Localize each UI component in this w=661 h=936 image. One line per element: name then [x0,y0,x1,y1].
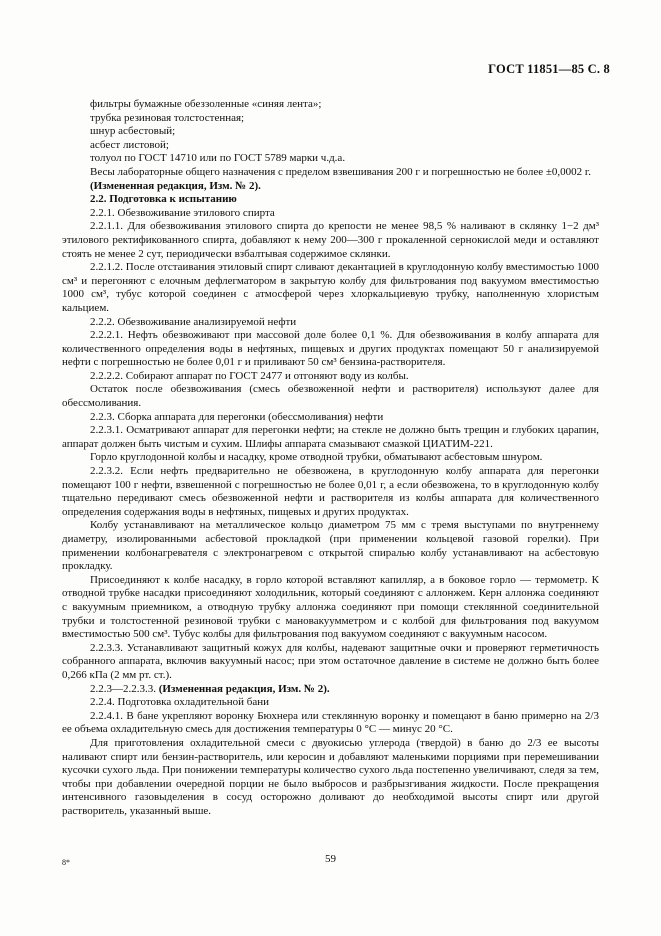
paragraph: 2.2.3—2.2.3.3. (Измененная редакция, Изм. № 2). [90,682,330,695]
paragraph: 2.2.3.1. Осматривают аппарат для перегонки нефти; на стекле не должно быть трещин и глубоких царапин, аппарат должен быть чистым и сухим. Шлифы аппарата смазывают смазкой ЦИАТИМ-221. [62,424,599,450]
paragraph: трубка резиновая толстостенная; [90,111,245,124]
paragraph: 2.2.4.1. В бане укрепляют воронку Бюхнера или стеклянную воронку и помещают в баню примерно на 2/3 ее объема охладительную смесь для достижения температуры 0 °С — минус 20 °С. [62,709,599,736]
paragraph: 2.2.1.2. После отстаивания этиловый спирт сливают декантацией в круглодонную колбу вместимостью 1000 см³ и перегоняют с елочным дефлегматором в закрытую колбу для фильтрования под вакуумом вместимостью 1000 см³, тубус которой соединен с атмосферой через хлоркальциевую трубку, наполненную хлористым кальцием. [62,261,599,314]
paragraph: 2.2.2.2. Собирают аппарат по ГОСТ 2477 и отгоняют воду из колбы. [90,369,409,382]
page-header: ГОСТ 11851—85 С. 8 [488,62,610,76]
paragraph: толуол по ГОСТ 14710 или по ГОСТ 5789 марки ч.д.а. [90,152,346,165]
paragraph: 2.2.1.1. Для обезвоживания этилового спирта до крепости не менее 98,5 % наливают в склянку 1−2 дм³ этилового ректификованного спирта, добавляют к нему 200—300 г прокаленной сернокислой меди и оставляют стоять не менее 2 сут, периодически взбалтывая содержимое склянки. [62,220,599,260]
paragraph: 2.2.3. Сборка аппарата для перегонки (обессмоливания) нефти [90,410,384,423]
paragraph: Присоединяют к колбе насадку, в горло которой вставляют капилляр, а в боковое горло — термометр. К отводной трубке насадки присоединяют холодильник, который соединяют с аллонжем. Керн аллонжа соединяют с вакуумным приемником, а отводную трубку аллонжа соединяют при помощи стеклянной соединительной трубки и толстостенной резиновой трубки с мановакуумметром и с колбой для фильтрования под вакуумом вместимостью 500 см³. Тубус колбы для фильтрования под вакуумом соединяют с вакуумным насосом. [62,573,599,641]
paragraph: (Измененная редакция, Изм. № 2). [90,179,261,192]
footer-mark: 8* [62,858,70,867]
paragraph: 2.2.4. Подготовка охладительной бани [90,696,270,709]
document-body [62,98,599,818]
page-number: 59 [325,853,336,865]
paragraph: 2.2.2.1. Нефть обезвоживают при массовой доле более 0,1 %. Для обезвоживания в колбу аппарата для количественного определения воды в нефтяных, пищевых и других продуктах помещают 50 г анализируемой нефти с погрешностью не более 0,01 г и приливают 50 см³ бензина-растворителя. [62,329,599,369]
paragraph: 2.2. Подготовка к испытанию [90,193,237,206]
paragraph: Колбу устанавливают на металлическое кольцо диаметром 75 мм с тремя выступами по внутреннему диаметру, изолированными асбестовой прокладкой (при применении кольцевой газовой горелки). При применении колбонагревателя с электронагревом с открытой спиралью колбу устанавливают на асбестовую прокладку. [62,519,599,573]
paragraph: 2.2.2. Обезвоживание анализируемой нефти [90,315,297,328]
paragraph: шнур асбестовый; [90,125,176,138]
paragraph: Горло круглодонной колбы и насадку, кроме отводной трубки, обматывают асбестовым шнуром. [90,451,543,464]
bold-text: (Измененная редакция, Изм. № 2). [158,682,330,695]
paragraph: асбест листовой; [90,138,169,151]
paragraph: фильтры бумажные обеззоленные «синяя лента»; [90,98,322,110]
paragraph: 2.2.3.2. Если нефть предварительно не обезвожена, в круглодонную колбу аппарата для перегонки помещают 100 г нефти, взвешенной с погрешностью не более 0,01 г, а если обезвожена, то в круглодонную колбу тщательно передивают смесь обезвоженной нефти и растворителя из колбы аппарата для количественного определения содержания воды в нефтяных, пищевых и других продуктах. [62,465,599,518]
paragraph: Остаток после обезвоживания (смесь обезвоженной нефти и растворителя) используют далее для обессмоливания. [62,383,599,410]
paragraph: Весы лабораторные общего назначения с пределом взвешивания 200 г и погрешностью не более ±0,0002 г. [90,165,591,178]
paragraph: Для приготовления охладительной смеси с двуокисью углерода (твердой) в баню до 2/3 ее высоты наливают спирт или бензин-растворитель, или керосин и добавляют маленькими порциями при перемешивании кусочки сухого льда. При понижении температуры количество сухого льда постепенно увеличивают, следя за тем, чтобы при добавлении очередной порции не было выбросов и разбрызгивания жидкости. После прекращения интенсивного газовыделения в сосуд осторожно доливают до необходимой высоты спирт или другой растворитель, указанный выше. [62,736,599,817]
paragraph: 2.2.3.3. Устанавливают защитный кожух для колбы, надевают защитные очки и проверяют герметичность собранного аппарата, включив вакуумный насос; при этом остаточное давление в системе не должно быть более 0,266 кПа (2 мм рт. ст.). [62,641,599,681]
paragraph: 2.2.1. Обезвоживание этилового спирта [90,206,275,219]
